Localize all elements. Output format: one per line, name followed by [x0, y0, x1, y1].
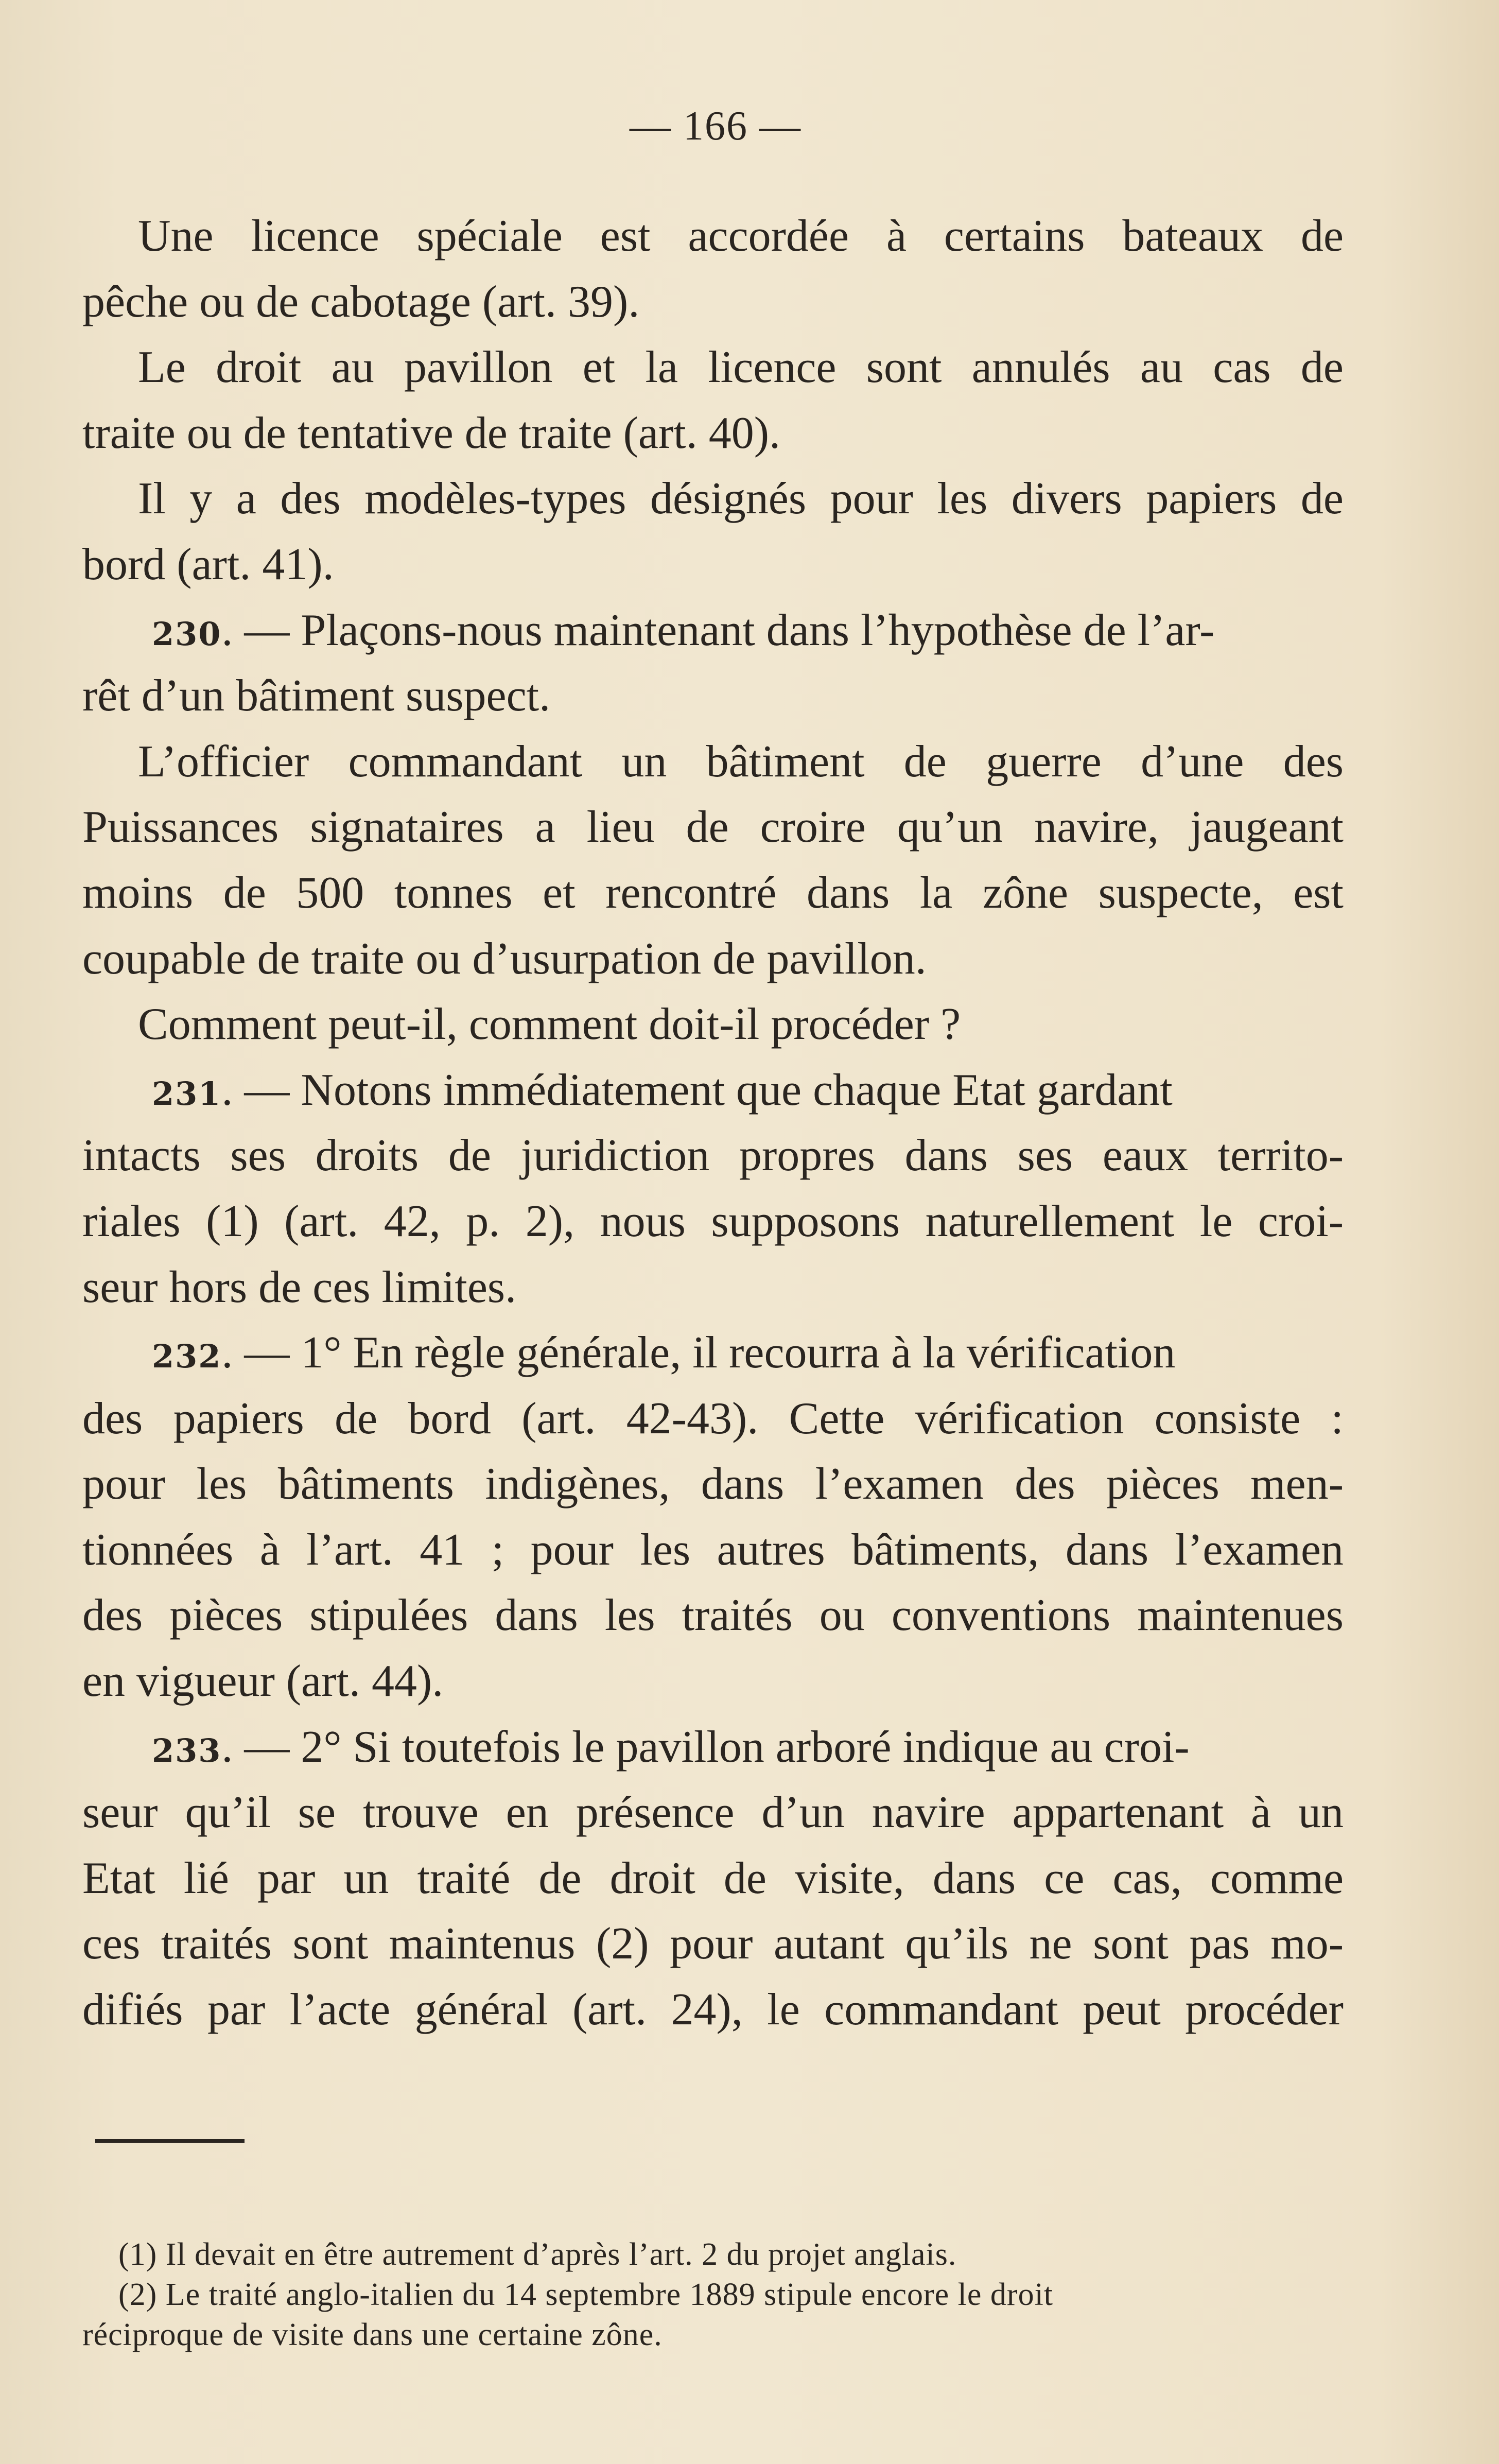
- text-line: Puissances signataires a lieu de croire qu’un navire, jaugeant: [82, 802, 1344, 853]
- footnote-line: réciproque de visite dans une certaine zône.: [82, 2317, 663, 2352]
- text-line: bord (art. 41).: [82, 539, 334, 589]
- text-line: intacts ses droits de juridiction propres dans ses eaux territo-: [82, 1131, 1344, 1181]
- text-line: Le droit au pavillon et la licence sont annulés au cas de: [138, 342, 1344, 393]
- section-231-line: [82, 1057, 1344, 1123]
- text-line: des papiers de bord (art. 42-43). Cette vérification consiste :: [82, 1393, 1344, 1444]
- text-line: difiés par l’acte général (art. 24), le commandant peut procéder: [82, 1985, 1344, 2035]
- text-line: rêt d’un bâtiment suspect.: [82, 671, 551, 721]
- text-line: L’officier commandant un bâtiment de guerre d’une des: [138, 736, 1344, 787]
- text-line: seur hors de ces limites.: [82, 1262, 517, 1312]
- text-line: pêche ou de cabotage (art. 39).: [82, 276, 640, 327]
- text-line: tionnées à l’art. 41 ; pour les autres bâtiments, dans l’examen: [82, 1524, 1344, 1575]
- text-line: ces traités sont maintenus (2) pour autant qu’ils ne sont pas mo-: [82, 1919, 1344, 1969]
- text-line: en vigueur (art. 44).: [82, 1656, 444, 1707]
- text-line: Comment peut-il, comment doit-il procéder ?: [138, 999, 961, 1050]
- text-line: Il y a des modèles-types désignés pour les divers papiers de: [138, 474, 1344, 524]
- footnote-divider: [95, 2139, 245, 2143]
- text-line: traite ou de tentative de traite (art. 40).: [82, 408, 781, 458]
- section-text: . — 2° Si toutefois le pavillon arboré indique au croi-: [221, 1722, 1190, 1772]
- section-number: 233: [152, 1731, 222, 1769]
- section-number: 232: [152, 1338, 222, 1376]
- page-number: — 166 —: [630, 103, 801, 149]
- text-line: coupable de traite ou d’usurpation de pavillon.: [82, 933, 927, 984]
- text-line: Une licence spéciale est accordée à certains bateaux de: [138, 211, 1344, 261]
- footnote-line: (2) Le traité anglo-italien du 14 septembre 1889 stipule encore le droit: [118, 2277, 1054, 2312]
- section-232-line: [82, 1320, 1344, 1386]
- text-line: des pièces stipulées dans les traités ou conventions maintenues: [82, 1590, 1344, 1641]
- body-text: [82, 203, 1344, 2043]
- text-line: riales (1) (art. 42, p. 2), nous supposons naturellement le croi-: [82, 1196, 1344, 1246]
- text-line: pour les bâtiments indigènes, dans l’examen des pièces men-: [82, 1459, 1344, 1509]
- footnotes: [82, 2234, 1344, 2355]
- section-number: 230: [152, 615, 222, 653]
- text-line: Etat lié par un traité de droit de visite, dans ce cas, comme: [82, 1853, 1344, 1903]
- section-text: . — Notons immédiatement que chaque Etat gardant: [221, 1065, 1173, 1115]
- section-text: . — Plaçons-nous maintenant dans l’hypothèse de l’ar-: [221, 605, 1215, 655]
- footnote-line: (1) Il devait en être autrement d’après l’art. 2 du projet anglais.: [118, 2237, 957, 2272]
- text-line: moins de 500 tonnes et rencontré dans la zône suspecte, est: [82, 867, 1344, 918]
- section-230-line: [82, 598, 1344, 664]
- section-number: 231: [152, 1074, 222, 1113]
- text-line: seur qu’il se trouve en présence d’un navire appartenant à un: [82, 1788, 1344, 1838]
- section-233-line: [82, 1714, 1344, 1780]
- section-text: . — 1° En règle générale, il recourra à la vérification: [221, 1328, 1176, 1378]
